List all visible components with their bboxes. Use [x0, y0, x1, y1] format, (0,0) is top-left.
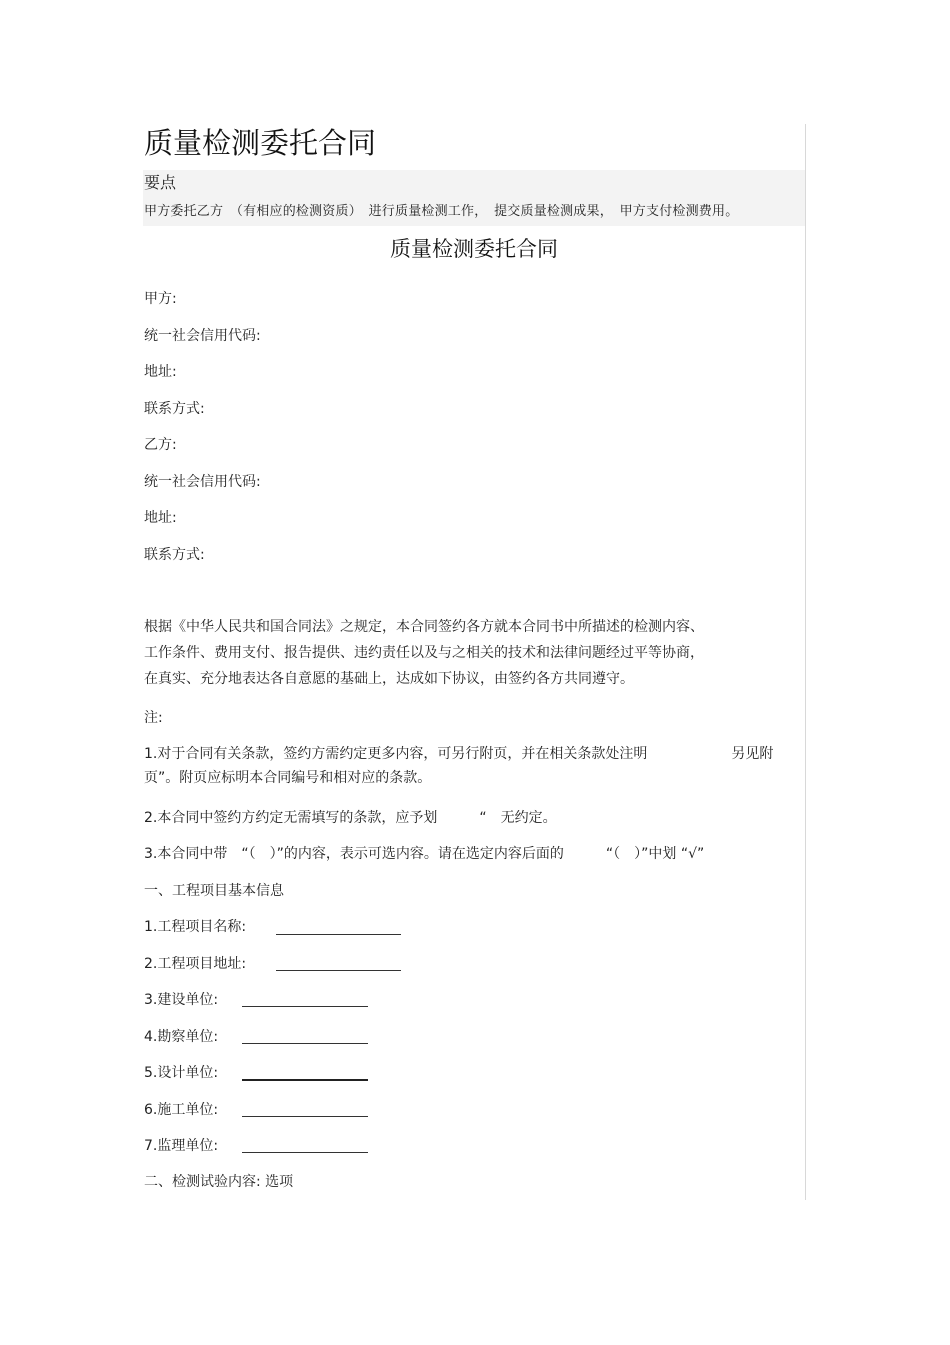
party-a-contact: 联系方式: — [144, 401, 205, 417]
project-name-blank[interactable] — [276, 934, 401, 935]
preamble-paragraph — [144, 614, 804, 692]
party-b-label: 乙方: — [144, 437, 177, 453]
design-unit-blank[interactable] — [242, 1079, 368, 1081]
survey-unit-label: 4.勘察单位: — [144, 1029, 219, 1045]
preamble-line: 根据《中华人民共和国合同法》之规定，本合同签约各方就本合同书中所描述的检测内容、 — [144, 619, 704, 635]
summary-panel — [143, 170, 805, 226]
notes-heading: 注: — [144, 710, 163, 726]
party-a-label: 甲方: — [144, 291, 177, 307]
note-2: 2.本合同中签约方约定无需填写的条款，应予划 “ 无约定。 — [144, 810, 557, 826]
party-b-contact: 联系方式: — [144, 547, 205, 563]
project-address-blank[interactable] — [276, 970, 401, 971]
design-unit-label: 5.设计单位: — [144, 1065, 219, 1081]
survey-unit-blank[interactable] — [242, 1043, 368, 1044]
document-title: 质量检测委托合同 — [144, 126, 377, 160]
supervision-unit-blank[interactable] — [242, 1152, 368, 1153]
section-1-heading: 一、工程项目基本信息 — [144, 883, 284, 899]
section-2-heading: 二、检测试验内容: 选项 — [144, 1174, 294, 1190]
party-b-credit-code: 统一社会信用代码: — [144, 474, 261, 490]
party-b-address: 地址: — [144, 510, 177, 526]
summary-heading: 要点 — [144, 173, 177, 192]
party-a-credit-code: 统一社会信用代码: — [144, 328, 261, 344]
construction-unit-label: 3.建设单位: — [144, 992, 219, 1008]
page-right-border — [805, 124, 806, 1200]
construction-unit-blank[interactable] — [242, 1006, 368, 1007]
note-3: 3.本合同中带 “（ ）”的内容，表示可选内容。请在选定内容后面的 “（ ）”中划 “√” — [144, 846, 705, 862]
project-name-label: 1.工程项目名称: — [144, 919, 247, 935]
supervision-unit-label: 7.监理单位: — [144, 1138, 219, 1154]
party-a-address: 地址: — [144, 364, 177, 380]
preamble-line: 工作条件、费用支付、报告提供、违约责任以及与之相关的技术和法律问题经过平等协商， — [144, 645, 704, 661]
note-1 — [144, 741, 804, 791]
contractor-unit-label: 6.施工单位: — [144, 1102, 219, 1118]
note-1-line-2: 页”。附页应标明本合同编号和相对应的条款。 — [144, 770, 432, 786]
preamble-line: 在真实、充分地表达各自意愿的基础上，达成如下协议，由签约各方共同遵守。 — [144, 671, 634, 687]
summary-text: 甲方委托乙方 （有相应的检测资质） 进行质量检测工作， 提交质量检测成果， 甲方支付检测费用。 — [144, 204, 739, 219]
note-1-line-1: 1.对于合同有关条款，签约方需约定更多内容，可另行附页，并在相关条款处注明 另见附 — [144, 746, 774, 762]
contract-title: 质量检测委托合同 — [390, 237, 558, 261]
project-address-label: 2.工程项目地址: — [144, 956, 247, 972]
contractor-unit-blank[interactable] — [242, 1116, 368, 1117]
